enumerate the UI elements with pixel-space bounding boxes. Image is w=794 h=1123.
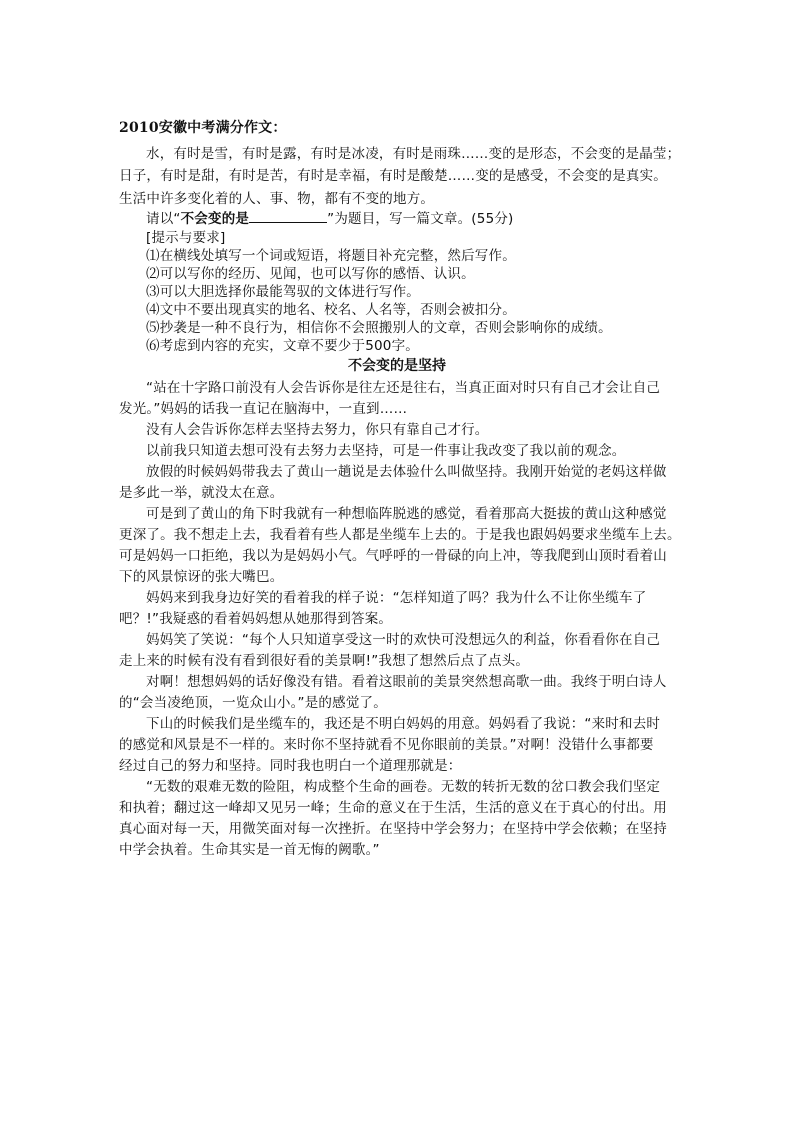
- requirement-item: ⑵可以写你的经历、见闻，也可以写你的感悟、认识。: [146, 266, 475, 282]
- essay-line: 下山的时候我们是坐缆车的，我还是不明白妈妈的用意。妈妈看了我说：“来时和去时: [146, 716, 661, 732]
- prompt-instruction: [146, 210, 514, 228]
- essay-line: 妈妈笑了笑说：“每个人只知道享受这一时的欢快可没想远久的利益，你看看你在自己: [146, 632, 661, 648]
- instruction-prefix: 请以: [146, 211, 174, 227]
- requirements-label: [提示与要求]: [146, 230, 226, 246]
- essay-line: 经过自己的努力和坚持。同时我也明白一个道理那就是：: [119, 758, 462, 774]
- prompt-line: 水，有时是雪，有时是露，有时是冰凌，有时是雨珠……变的是形态，不会变的是晶莹；: [146, 146, 681, 162]
- essay-line: 真心面对每一天，用微笑面对每一次挫折。在坚持中学会努力；在坚持中学会依赖；在坚持: [119, 821, 667, 837]
- essay-line: 和执着；翻过这一峰却又见另一峰；生命的意义在于生活，生活的意义在于真心的付出。用: [119, 800, 667, 816]
- title-blank-line: [249, 210, 327, 223]
- requirement-item: ⑹考虑到内容的充实，文章不要少于500字。: [146, 338, 419, 354]
- instruction-quote-close: ”: [327, 211, 335, 227]
- essay-line: 走上来的时候有没有看到很好看的美景啊!”我想了想然后点了点头。: [119, 653, 530, 669]
- essay-line: 下的风景惊讶的张大嘴巴。: [119, 569, 284, 585]
- essay-line: 中学会执着。生命其实是一首无悔的阙歌。”: [119, 842, 380, 858]
- essay-line: “无数的艰难无数的险阻，构成整个生命的画卷。无数的转折无数的岔口教会我们坚定: [146, 779, 661, 795]
- essay-line: 没有人会告诉你怎样去坚持去努力，你只有靠自己才行。: [146, 422, 489, 438]
- essay-line: 可是到了黄山的角下时我就有一种想临阵脱逃的感觉，看着那高大挺拔的黄山这种感觉: [146, 506, 667, 522]
- essay-line: 的“会当凌绝顶，一览众山小。”是的感觉了。: [119, 695, 387, 711]
- essay-line: 对啊！想想妈妈的话好像没有错。看着这眼前的美景突然想高歌一曲。我终于明白诗人: [146, 674, 667, 690]
- requirement-item: ⑸抄袭是一种不良行为，相信你不会照搬别人的文章，否则会影响你的成绩。: [146, 320, 612, 336]
- essay-line: “站在十字路口前没有人会告诉你是往左还是往右，当真正面对时只有自己才会让自己: [146, 380, 661, 396]
- essay-line: 妈妈来到我身边好笑的看着我的样子说：“怎样知道了吗？我为什么不让你坐缆车了: [146, 590, 647, 606]
- instruction-suffix: 为题目，写一篇文章。(55分): [334, 211, 514, 227]
- document-heading: 2010安徽中考满分作文：: [119, 120, 287, 136]
- essay-line: 的感觉和风景是不一样的。来时你不坚持就看不见你眼前的美景。”对啊！没错什么事都要: [119, 737, 654, 753]
- essay-line: 发光。”妈妈的话我一直记在脑海中，一直到……: [119, 401, 408, 417]
- requirement-item: ⑴在横线处填写一个词或短语，将题目补充完整，然后写作。: [146, 248, 516, 264]
- prompt-line: 生活中许多变化着的人、事、物，都有不变的地方。: [119, 191, 435, 207]
- essay-title: 不会变的是坚持: [348, 358, 446, 374]
- essay-line: 是多此一举，就没太在意。: [119, 485, 284, 501]
- requirement-item: ⑷文中不要出现真实的地名、校名、人名等，否则会被扣分。: [146, 302, 516, 318]
- essay-line: 更深了。我不想走上去，我看着有些人都是坐缆车上去的。于是我也跟妈妈要求坐缆车上去。: [119, 527, 681, 543]
- instruction-title-stem: 不会变的是: [180, 211, 250, 227]
- essay-line: 吧？!”我疑惑的看着妈妈想从她那得到答案。: [119, 611, 393, 627]
- essay-line: 放假的时候妈妈带我去了黄山一趟说是去体验什么叫做坚持。我刚开始觉的老妈这样做: [146, 464, 667, 480]
- prompt-line: 日子，有时是甜，有时是苦，有时是幸福，有时是酸楚……变的是感受，不会变的是真实。: [119, 168, 667, 184]
- essay-line: 以前我只知道去想可没有去努力去坚持，可是一件事让我改变了我以前的观念。: [146, 443, 626, 459]
- essay-line: 可是妈妈一口拒绝，我以为是妈妈小气。气呼呼的一骨碌的向上冲，等我爬到山顶时看着山: [119, 548, 667, 564]
- instruction-quote-open: “: [173, 211, 181, 227]
- requirement-item: ⑶可以大胆选择你最能驾驭的文体进行写作。: [146, 284, 420, 300]
